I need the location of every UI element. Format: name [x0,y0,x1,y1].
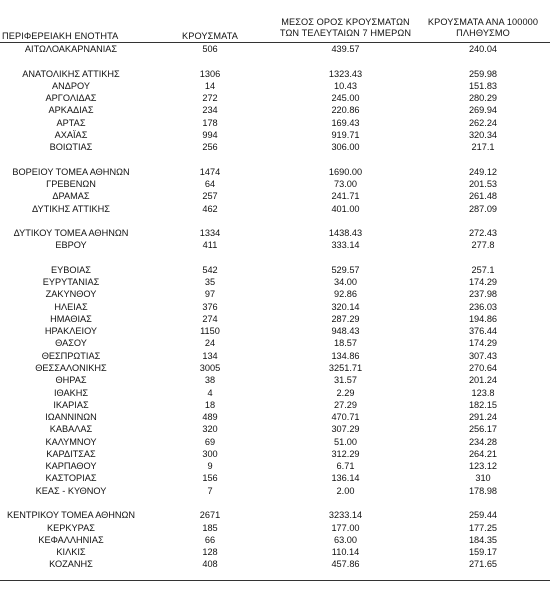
per-100k-value: 256.17 [468,424,498,435]
table-row [0,166,550,178]
per-100k-value: 151.83 [468,80,498,91]
seven-day-mean-value: 1438.43 [328,228,363,239]
cases-value: 35 [204,277,216,288]
header-seven-day-mean-line2: ΤΩΝ ΤΕΛΕΥΤΑΙΩΝ 7 ΗΜΕΡΩΝ [279,28,412,38]
region-name: ΖΑΚΥΝΘΟΥ [45,289,97,300]
region-name: ΚΕΦΑΛΛΗΝΙΑΣ [38,534,104,545]
cases-value: 178 [202,117,218,128]
region-name: ΒΟΡΕΙΟΥ ΤΟΜΕΑ ΑΘΗΝΩΝ [12,166,130,177]
cases-value: 506 [202,44,218,54]
region-name: ΚΑΡΔΙΤΣΑΣ [46,448,96,459]
cases-value: 24 [204,338,216,349]
table-row [0,509,550,521]
region-name: ΚΕΝΤΡΙΚΟΥ ΤΟΜΕΑ ΑΘΗΝΩΝ [6,510,136,521]
header-region: ΠΕΡΙΦΕΡΕΙΑΚΗ ΕΝΟΤΗΤΑ [2,31,119,41]
per-100k-value: 262.24 [468,117,498,128]
per-100k-value: 249.12 [468,166,498,177]
header-per-100k-line2: ΠΛΗΘΥΣΜΟ [456,28,510,38]
table-row [0,325,550,337]
table-row [0,374,550,386]
cases-value: 376 [202,301,218,312]
seven-day-mean-value: 307.29 [331,424,360,435]
region-name: ΑΡΤΑΣ [56,117,86,128]
per-100k-value: 291.24 [468,412,498,423]
table-row [0,436,550,448]
table-row [0,227,550,239]
cases-value: 257 [202,191,218,202]
seven-day-mean-value: 92.86 [334,289,357,300]
table-row [0,534,550,546]
per-100k-value: 277.8 [471,240,495,251]
region-name: ΔΥΤΙΚΗΣ ΑΤΤΙΚΗΣ [32,203,110,214]
header-per-100k [420,17,546,39]
per-100k-value: 320.34 [468,129,498,140]
per-100k-value: 287.09 [468,203,498,214]
seven-day-mean-value: 401.00 [331,203,360,214]
cases-value: 1474 [199,166,221,177]
cases-value: 272 [202,93,218,104]
table-row [0,203,550,215]
table-row [0,337,550,349]
region-name: ΔΥΤΙΚΟΥ ΤΟΜΕΑ ΑΘΗΝΩΝ [13,228,129,239]
cases-value: 994 [202,129,218,140]
table-row [0,558,550,570]
seven-day-mean-value: 220.86 [331,105,360,116]
region-name: ΙΩΑΝΝΙΝΩΝ [45,412,97,423]
per-100k-value: 280.29 [468,93,498,104]
region-name: ΘΗΡΑΣ [55,375,87,386]
per-100k-value: 257.1 [471,264,495,275]
cases-value: 1334 [199,228,221,239]
seven-day-mean-value: 333.14 [331,240,360,251]
cases-value: 18 [204,399,216,410]
seven-day-mean-value: 457.86 [331,559,360,570]
table-row [0,178,550,190]
seven-day-mean-value: 287.29 [331,313,360,324]
table-row [0,460,550,472]
per-100k-value: 259.98 [468,68,498,79]
table-row [0,472,550,484]
cases-value: 97 [204,289,216,300]
seven-day-mean-value: 529.57 [331,264,360,275]
table-row [0,276,550,288]
region-name: ΘΕΣΣΑΛΟΝΙΚΗΣ [35,363,107,374]
seven-day-mean-value: 245.00 [331,93,360,104]
per-100k-value: 310 [475,473,491,484]
table-row [0,313,550,325]
region-name: ΕΒΡΟΥ [55,240,87,251]
per-100k-value: 270.64 [468,363,498,374]
seven-day-mean-value: 51.00 [334,436,357,447]
per-100k-value: 174.29 [468,277,498,288]
region-name: ΗΡΑΚΛΕΙΟΥ [44,326,98,337]
per-100k-value: 261.48 [468,191,498,202]
seven-day-mean-value: 312.29 [331,448,360,459]
table-row [0,448,550,460]
cases-value: 320 [202,424,218,435]
per-100k-value: 182.15 [468,399,498,410]
per-100k-value: 264.21 [468,448,498,459]
table-row [0,104,550,116]
seven-day-mean-value: 3251.71 [328,363,363,374]
table-row [0,362,550,374]
seven-day-mean-value: 241.71 [331,191,360,202]
table-row [0,117,550,129]
per-100k-value: 271.65 [468,559,498,570]
region-name: ΚΟΖΑΝΗΣ [49,559,93,570]
region-name: ΕΥΡΥΤΑΝΙΑΣ [42,277,100,288]
region-name: ΚΙΛΚΙΣ [56,547,86,558]
cases-value: 489 [202,412,218,423]
region-name: ΚΑΣΤΟΡΙΑΣ [45,473,97,484]
seven-day-mean-value: 3233.14 [328,510,363,521]
region-name: ΑΡΚΑΔΙΑΣ [48,105,94,116]
cases-value: 1306 [199,68,221,79]
cases-value: 156 [202,473,218,484]
cases-value: 66 [204,534,216,545]
seven-day-mean-value: 306.00 [331,142,360,153]
cases-value: 3005 [199,363,221,374]
per-100k-value: 178.98 [468,485,498,496]
table-row [0,522,550,534]
per-100k-value: 236.03 [468,301,498,312]
table-row [0,129,550,141]
per-100k-value: 259.44 [468,510,498,521]
cases-value: 128 [202,547,218,558]
per-100k-value: 184.35 [468,534,498,545]
seven-day-mean-value: 6.71 [336,461,355,472]
per-100k-value: 201.53 [468,178,498,189]
region-name: ΙΚΑΡΙΑΣ [53,399,89,410]
region-name: ΕΥΒΟΙΑΣ [51,264,91,275]
table-row [0,92,550,104]
per-100k-value: 177.25 [468,522,498,533]
region-name: ΚΕΡΚΥΡΑΣ [47,522,95,533]
region-name: ΙΘΑΚΗΣ [53,387,89,398]
cases-value: 9 [207,461,213,472]
seven-day-mean-value: 470.71 [331,412,360,423]
header-seven-day-mean-line1: ΜΕΣΟΣ ΟΡΟΣ ΚΡΟΥΣΜΑΤΩΝ [281,17,410,27]
region-name: ΑΝΑΤΟΛΙΚΗΣ ΑΤΤΙΚΗΣ [22,68,120,79]
cases-value: 408 [202,559,218,570]
cases-value: 7 [207,485,213,496]
seven-day-mean-value: 27.29 [334,399,357,410]
region-name: ΚΑΡΠΑΘΟΥ [45,461,97,472]
seven-day-mean-value: 919.71 [331,129,360,140]
table-bottom-rule [0,580,550,581]
region-name: ΘΑΣΟΥ [55,338,87,349]
header-per-100k-line1: ΚΡΟΥΣΜΑΤΑ ΑΝΑ 100000 [427,17,539,27]
region-name: ΗΛΕΙΑΣ [54,301,88,312]
seven-day-mean-value: 2.00 [336,485,355,496]
region-name: ΚΕΑΣ - ΚΥΘΝΟΥ [35,485,107,496]
table-row [0,399,550,411]
seven-day-mean-value: 31.57 [334,375,357,386]
per-100k-value: 194.86 [468,313,498,324]
region-name: ΗΜΑΘΙΑΣ [50,313,92,324]
seven-day-mean-value: 177.00 [331,522,360,533]
cases-value: 2671 [199,510,221,521]
cases-value: 234 [202,105,218,116]
table-row [0,264,550,276]
cases-value: 1150 [200,326,220,337]
table-row [0,80,550,92]
table-row [0,190,550,202]
region-name: ΑΧΑΪΑΣ [54,129,88,140]
per-100k-value: 272.43 [468,228,498,239]
seven-day-mean-value: 136.14 [331,473,360,484]
seven-day-mean-value: 1323.43 [328,68,363,79]
region-name: ΓΡΕΒΕΝΩΝ [46,178,96,189]
seven-day-mean-value: 1690.00 [328,166,363,177]
per-100k-value: 174.29 [468,338,498,349]
table-row [0,485,550,497]
seven-day-mean-value: 948.43 [331,326,360,337]
cases-value: 462 [202,203,218,214]
seven-day-mean-value: 169.43 [331,117,360,128]
table-row [0,411,550,423]
cases-value: 300 [202,448,218,459]
table-row [0,350,550,362]
table-row [0,301,550,313]
header-cases: ΚΡΟΥΣΜΑΤΑ [182,31,238,41]
region-name: ΚΑΛΥΜΝΟΥ [45,436,97,447]
region-name: ΒΟΙΩΤΙΑΣ [49,142,93,153]
per-100k-value: 123.8 [471,387,495,398]
per-100k-value: 123.12 [468,461,498,472]
region-name: ΘΕΣΠΡΩΤΙΑΣ [41,350,101,361]
per-100k-value: 269.94 [468,105,498,116]
per-100k-value: 376.44 [468,326,498,337]
table-row [0,423,550,435]
cases-value: 274 [202,313,218,324]
region-name: ΚΑΒΑΛΑΣ [49,424,93,435]
per-100k-value: 159.17 [468,547,498,558]
cases-value: 134 [202,350,218,361]
header-seven-day-mean [268,17,423,39]
region-name: ΑΝΔΡΟΥ [51,80,90,91]
table-row [0,546,550,558]
region-name: ΑΡΓΟΛΙΔΑΣ [45,93,97,104]
region-name: ΑΙΤΩΛΟΑΚΑΡΝΑΝΙΑΣ [24,44,118,54]
table-header [0,0,550,42]
seven-day-mean-value: 10.43 [334,80,357,91]
cases-value: 185 [202,522,218,533]
table-row [0,43,550,55]
cases-value: 4 [207,387,213,398]
table-row [0,141,550,153]
per-100k-value: 237.98 [468,289,498,300]
cases-value: 38 [204,375,216,386]
table-row [0,288,550,300]
per-100k-value: 234.28 [468,436,498,447]
table-row [0,387,550,399]
cases-value: 256 [202,142,218,153]
table-row [0,239,550,251]
seven-day-mean-value: 439.57 [331,44,360,54]
per-100k-value: 307.43 [468,350,498,361]
seven-day-mean-value: 134.86 [331,350,360,361]
seven-day-mean-value: 34.00 [334,277,357,288]
seven-day-mean-value: 63.00 [334,534,357,545]
per-100k-value: 217.1 [471,142,495,153]
seven-day-mean-value: 320.14 [331,301,360,312]
seven-day-mean-value: 2.29 [336,387,355,398]
per-100k-value: 240.04 [468,44,498,54]
cases-value: 64 [204,178,216,189]
cases-value: 69 [204,436,216,447]
region-name: ΔΡΑΜΑΣ [52,191,90,202]
cases-value: 542 [202,264,218,275]
cases-value: 411 [202,240,218,251]
seven-day-mean-value: 18.57 [334,338,357,349]
cases-value: 14 [204,80,216,91]
per-100k-value: 201.24 [468,375,498,386]
seven-day-mean-value: 110.14 [331,547,360,558]
table-row [0,68,550,80]
seven-day-mean-value: 73.00 [334,178,357,189]
